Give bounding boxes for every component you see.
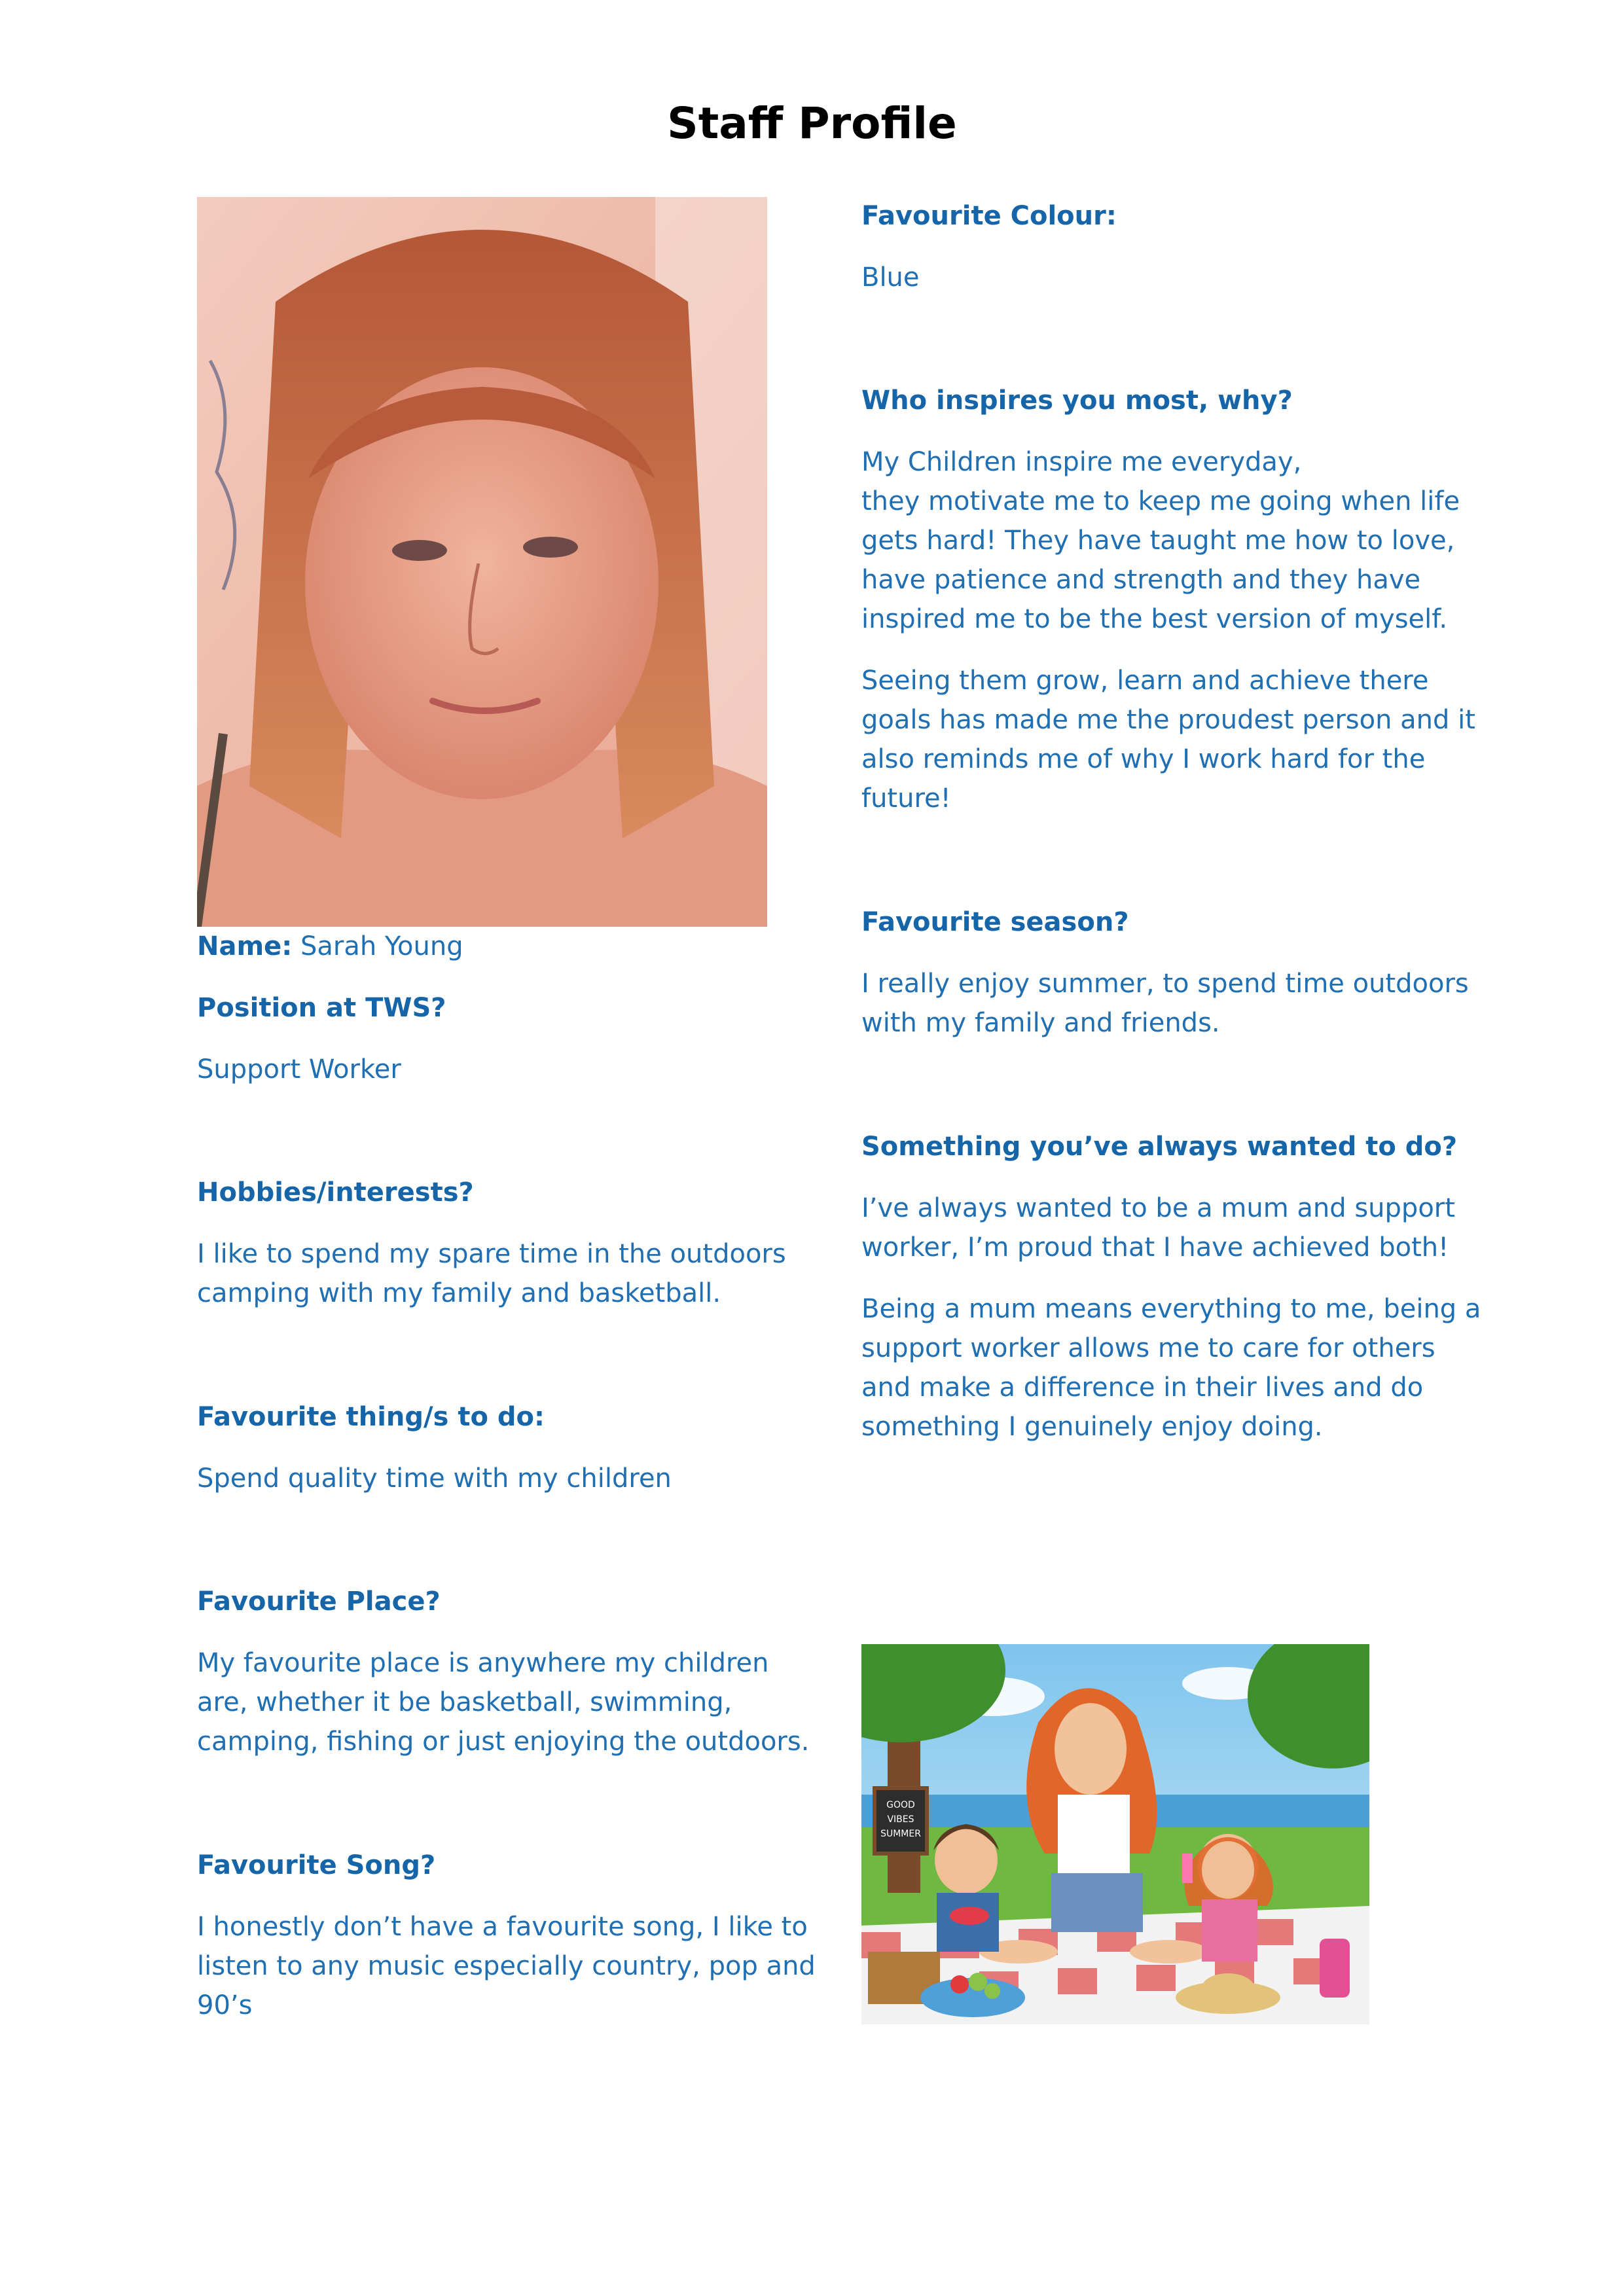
- inspire-line-3: gets hard! They have taught me how to love,: [861, 526, 1455, 556]
- inspire-line-5: inspired me to be the best version of myself.: [861, 604, 1448, 634]
- fav-place-line-3: camping, fishing or just enjoying the outdoors.: [197, 1727, 810, 1757]
- season-line-1: I really enjoy summer, to spend time outdoors: [861, 969, 1469, 999]
- name-line: [197, 927, 463, 966]
- hobbies-label: Hobbies/interests?: [197, 1177, 474, 1208]
- inspire-line-4: have patience and strength and they have: [861, 565, 1421, 595]
- page-title: Staff Profile: [667, 98, 957, 149]
- sign-line-1: GOOD: [886, 1800, 915, 1810]
- fav-song-line-3: 90’s: [197, 1990, 253, 2020]
- wanted-line-2: worker, I’m proud that I have achieved both!: [861, 1232, 1449, 1263]
- inspire-p2-line-1: Seeing them grow, learn and achieve there: [861, 666, 1429, 696]
- picnic-illustration: [861, 1644, 1369, 2024]
- position-label: Position at TWS?: [197, 993, 446, 1023]
- fav-place-line-2: are, whether it be basketball, swimming,: [197, 1687, 732, 1717]
- inspire-p2-line-2: goals has made me the proudest person and it: [861, 705, 1475, 735]
- hobbies-line-1: I like to spend my spare time in the outdoors: [197, 1239, 786, 1269]
- fav-song-line-2: listen to any music especially country, pop and: [197, 1951, 816, 1981]
- fav-colour-value: Blue: [861, 262, 920, 293]
- wanted-p2-line-2: support worker allows me to care for others: [861, 1333, 1435, 1363]
- fav-colour-label: Favourite Colour:: [861, 201, 1117, 231]
- season-line-2: with my family and friends.: [861, 1008, 1220, 1038]
- fav-place-line-1: My favourite place is anywhere my children: [197, 1648, 769, 1678]
- fav-thing-value: Spend quality time with my children: [197, 1463, 672, 1494]
- inspire-p2-line-3: also reminds me of why I work hard for the: [861, 744, 1426, 774]
- hobbies-line-2: camping with my family and basketball.: [197, 1278, 721, 1308]
- sign-line-3: SUMMER: [880, 1829, 921, 1839]
- wanted-p2-line-4: something I genuinely enjoy doing.: [861, 1412, 1323, 1442]
- inspire-line-2: they motivate me to keep me going when life: [861, 486, 1460, 516]
- inspire-p2-line-4: future!: [861, 783, 951, 814]
- wanted-p2-line-3: and make a difference in their lives and do: [861, 1372, 1424, 1403]
- position-value: Support Worker: [197, 1054, 401, 1085]
- sign-line-2: VIBES: [887, 1814, 914, 1825]
- inspire-line-1: My Children inspire me everyday,: [861, 447, 1302, 477]
- fav-song-line-1: I honestly don’t have a favourite song, I like to: [197, 1912, 808, 1942]
- fav-thing-label: Favourite thing/s to do:: [197, 1402, 545, 1432]
- wanted-label: Something you’ve always wanted to do?: [861, 1132, 1458, 1162]
- wanted-p2-line-1: Being a mum means everything to me, being a: [861, 1294, 1481, 1324]
- inspire-label: Who inspires you most, why?: [861, 386, 1293, 416]
- staff-photo: [197, 197, 767, 927]
- name-value: Sarah Young: [292, 931, 463, 961]
- wanted-line-1: I’ve always wanted to be a mum and support: [861, 1193, 1455, 1223]
- portrait-image: [197, 197, 767, 927]
- name-label: Name:: [197, 931, 293, 961]
- picnic-image: [861, 1644, 1369, 2024]
- fav-place-label: Favourite Place?: [197, 1587, 441, 1617]
- season-label: Favourite season?: [861, 907, 1129, 937]
- fav-song-label: Favourite Song?: [197, 1850, 436, 1880]
